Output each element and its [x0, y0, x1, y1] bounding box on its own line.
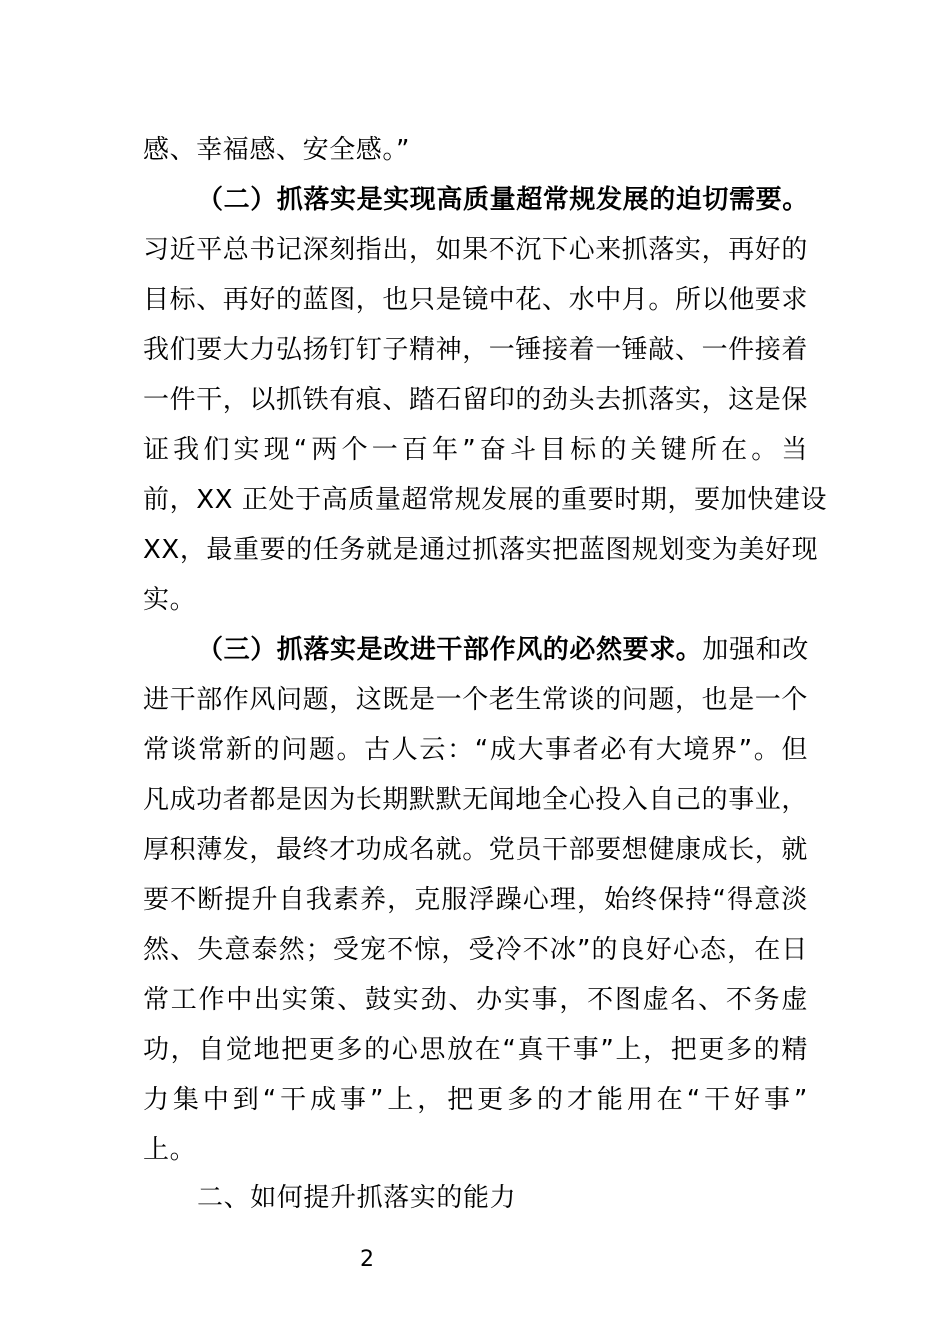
paragraph-line	[143, 925, 808, 975]
body-text: 证我们实现“两个一百年”奋斗目标的关键所在。当	[143, 435, 808, 465]
body-text: 厚积薄发，最终才功成名就。党员干部要想健康成长，就	[143, 835, 809, 865]
section-heading-text: （二）抓落实是实现高质量超常规发展的迫切需要。	[197, 185, 809, 215]
body-text: 一件干，以抓铁有痕、踏石留印的劲头去抓落实，这是保	[143, 385, 809, 415]
paragraph-line	[143, 575, 808, 625]
body-text: 然、失意泰然；受宠不惊，受冷不冰”的良好心态，在日	[143, 935, 808, 965]
page-number: 2	[360, 1247, 374, 1272]
body-text: 上。	[143, 1135, 197, 1165]
paragraph-line	[143, 325, 808, 375]
body-text: XX，最重要的任务就是通过抓落实把蓝图规划变为美好现	[143, 535, 819, 565]
body-text: 进干部作风问题，这既是一个老生常谈的问题，也是一个	[143, 685, 809, 715]
body-text: 目标、再好的蓝图，也只是镜中花、水中月。所以他要求	[143, 285, 809, 315]
section-heading-text: （三）抓落实是改进干部作风的必然要求。	[197, 635, 703, 665]
body-text: 习近平总书记深刻指出，如果不沉下心来抓落实，再好的	[143, 235, 809, 265]
body-text: 凡成功者都是因为长期默默无闻地全心投入自己的事业，	[143, 785, 809, 815]
paragraph-line	[143, 125, 808, 175]
section-heading-2	[197, 175, 808, 225]
paragraph-line	[143, 275, 808, 325]
paragraph-line	[143, 675, 808, 725]
body-text: 功，自觉地把更多的心思放在“真干事”上，把更多的精	[143, 1035, 808, 1065]
paragraph-line	[143, 525, 819, 575]
paragraph-line	[143, 425, 808, 475]
paragraph-line	[143, 875, 808, 925]
body-text: 我们要大力弘扬钉钉子精神，一锤接着一锤敲、一件接着	[143, 335, 809, 365]
body-text: 常工作中出实策、鼓实劲、办实事，不图虚名、不务虚	[143, 985, 808, 1015]
body-text: 感、幸福感、安全感。”	[143, 135, 411, 165]
body-text: 加强和改	[702, 635, 809, 665]
paragraph-line	[143, 1025, 808, 1075]
paragraph-line	[143, 1125, 808, 1175]
section-heading-3	[197, 625, 808, 675]
paragraph-line	[143, 775, 808, 825]
paragraph-line	[143, 825, 808, 875]
body-text: 力集中到“干成事”上，把更多的才能用在“干好事”	[143, 1085, 808, 1115]
paragraph-line	[143, 475, 828, 525]
paragraph-line	[143, 975, 808, 1025]
paragraph-line	[143, 375, 808, 425]
chapter-heading	[197, 1173, 808, 1223]
paragraph-line	[143, 725, 808, 775]
body-text: 实。	[143, 585, 197, 615]
paragraph-line	[143, 1075, 808, 1125]
body-text: 前，XX 正处于高质量超常规发展的重要时期，要加快建设	[143, 485, 828, 515]
chapter-heading-text: 二、如何提升抓落实的能力	[197, 1183, 517, 1213]
paragraph-line	[143, 225, 808, 275]
body-text: 常谈常新的问题。古人云：“成大事者必有大境界”。但	[143, 735, 808, 765]
body-text: 要不断提升自我素养，克服浮躁心理，始终保持“得意淡	[143, 885, 808, 915]
